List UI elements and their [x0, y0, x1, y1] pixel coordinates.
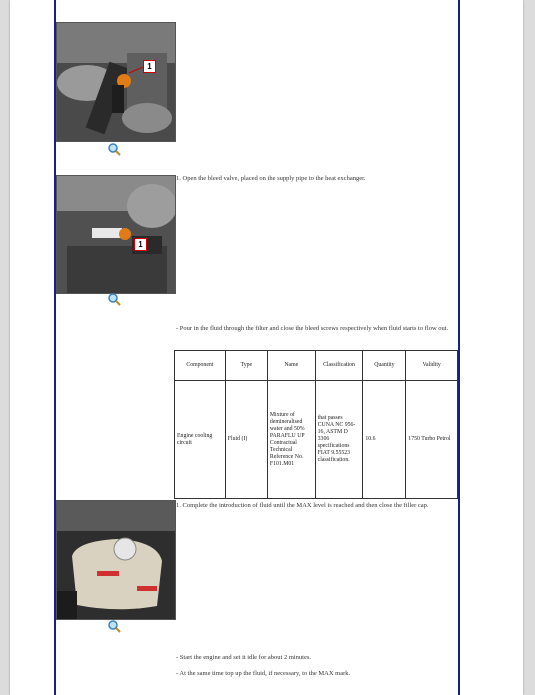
cell-classification: that passes CUNA NC 956-16, ASTM D 3306 specifications FIAT 9.55523 classification. [315, 381, 363, 499]
cell-name: Mixture of demineralised water and 50% PARAFLU UP Contractual Technical Reference No. F101.M01 [267, 381, 315, 499]
cell-type: Fluid (I) [225, 381, 267, 499]
cell-quantity: 10.6 [363, 381, 406, 499]
table-row [175, 381, 458, 499]
zoom-magnifier-icon[interactable] [107, 292, 121, 306]
instruction-start-engine: - Start the engine and set it idle for about 2 minutes. [176, 654, 312, 661]
engine-photo-2 [56, 175, 176, 294]
header-component: Component [175, 351, 226, 381]
instruction-pour-fluid: - Pour in the fluid through the filter and close the bleed screws respectively when fluid starts to flow out. [176, 325, 449, 332]
callout-label-1-second: 1 [134, 238, 147, 251]
table-header-row [175, 351, 458, 381]
coolant-reservoir-photo [56, 500, 176, 620]
fluid-spec-table [174, 350, 458, 499]
cell-validity: 1750 Turbo Petrol [406, 381, 458, 499]
header-type: Type [225, 351, 267, 381]
engine-photo-1 [56, 22, 176, 142]
zoom-magnifier-icon[interactable] [107, 619, 121, 633]
instruction-open-bleed-valve: 1. Open the bleed valve, placed on the supply pipe to the heat exchanger. [176, 175, 366, 182]
header-classification: Classification [315, 351, 363, 381]
header-validity: Validity [406, 351, 458, 381]
instruction-top-up: - At the same time top up the fluid, if necessary, to the MAX mark. [176, 670, 351, 677]
instruction-complete-fluid: 1. Complete the introduction of fluid until the MAX level is reached and then close the filler cap. [176, 502, 429, 509]
cell-component: Engine cooling circuit [175, 381, 226, 499]
header-quantity: Quantity [363, 351, 406, 381]
zoom-magnifier-icon[interactable] [107, 142, 121, 156]
header-name: Name [267, 351, 315, 381]
callout-label-1: 1 [143, 60, 156, 73]
right-margin-rule [458, 0, 460, 695]
